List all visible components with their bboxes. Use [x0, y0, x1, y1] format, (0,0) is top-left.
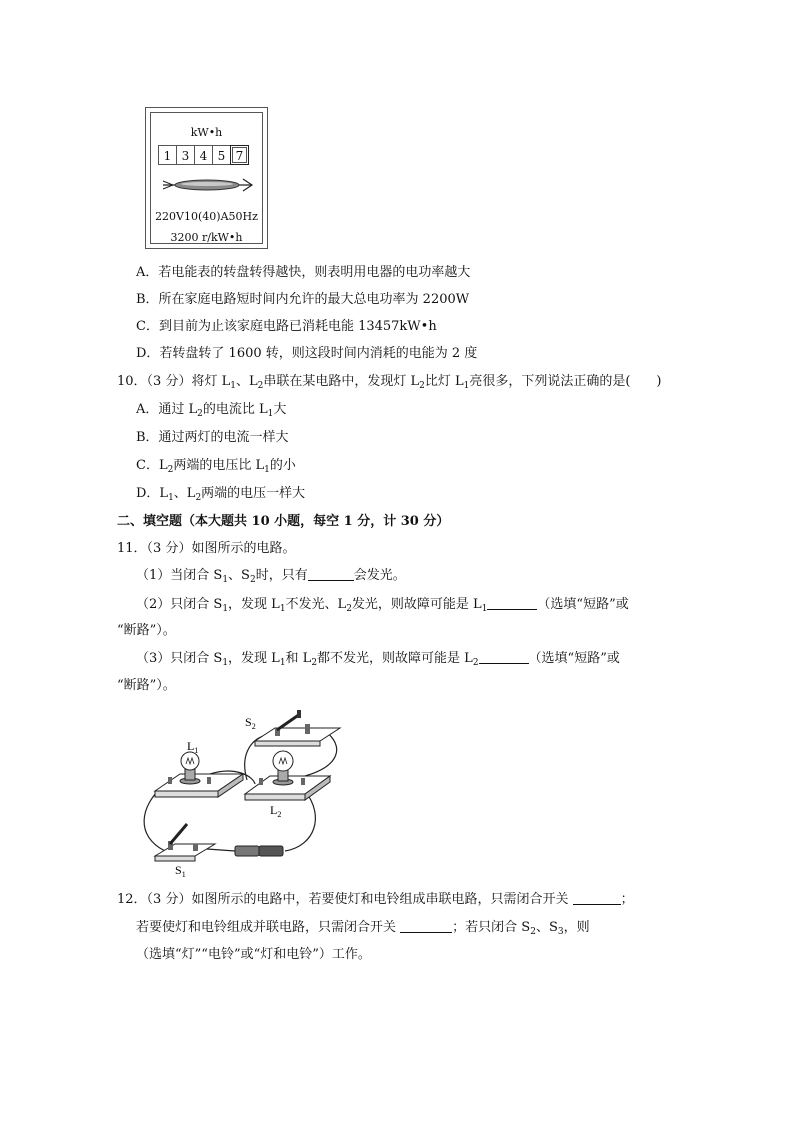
- answer-blank[interactable]: [400, 920, 452, 933]
- q11-part2-cont: “断路”）。: [117, 623, 176, 638]
- switch-s2: [255, 710, 340, 746]
- label-l2: $L_2$: [270, 803, 282, 819]
- q11-part3: （3）只闭合 $S_1$，发现 $L_1$和 $L_2$都不发光，则故障可能是 $L_2$ （选填“短路”或: [136, 651, 620, 668]
- meter-digit-decimal: 7: [230, 145, 249, 165]
- switch-s1: [155, 824, 215, 861]
- q9-option-d: D．若转盘转了 1600 转，则这段时间内消耗的电能为 2 度: [136, 346, 478, 361]
- label-s2: $S_2$: [245, 715, 256, 731]
- wire: [207, 849, 235, 851]
- meter-digit: 3: [176, 145, 195, 165]
- q11-part2: （2）只闭合 $S_1$，发现 $L_1$不发光、$L_2$发光，则故障可能是 $L_1$ （选填“短路”或: [136, 597, 629, 614]
- meter-rate: 3200 r/kW•h: [170, 231, 243, 244]
- meter-spec: 220V10(40)A50Hz: [155, 210, 258, 223]
- meter-digit: 4: [194, 145, 213, 165]
- q10-option-d: D．$L_1$、$L_2$两端的电压一样大: [136, 486, 306, 503]
- q9-option-a: A．若电能表的转盘转得越快，则表明用电器的电功率越大: [136, 265, 471, 280]
- q10-option-b: B．通过两灯的电流一样大: [136, 430, 289, 445]
- label-l1: $L_1$: [187, 739, 199, 755]
- q11-stem: 11．（3 分）如图所示的电路。: [117, 541, 296, 556]
- answer-blank[interactable]: [479, 651, 529, 664]
- lamp-l2: [245, 751, 330, 800]
- meter-digit: 5: [212, 145, 231, 165]
- q12-line2: 若要使灯和电铃组成并联电路，只需闭合开关 ；若只闭合 $S_2$、$S_3$，则: [136, 920, 590, 937]
- answer-blank[interactable]: [573, 892, 621, 905]
- q11-part3-cont: “断路”）。: [117, 678, 176, 693]
- meter-disc-icon: [161, 175, 256, 195]
- lamp-l1: [155, 752, 243, 797]
- electric-meter-figure: [145, 107, 268, 249]
- answer-blank[interactable]: [487, 597, 537, 610]
- q10-option-a: A．通过 $L_2$的电流比 $L_1$大: [136, 402, 287, 419]
- q10-option-c: C．$L_2$两端的电压比 $L_1$的小: [136, 458, 296, 475]
- label-s1: $S_1$: [175, 863, 186, 879]
- battery-icon: [235, 846, 283, 856]
- meter-panel: [150, 112, 263, 244]
- meter-digits: [159, 145, 249, 165]
- q10-stem: 10．（3 分）将灯 $L_1$、$L_2$串联在某电路中，发现灯 $L_2$比灯 $L_1$亮很多，下列说法正确的是( ): [117, 374, 662, 391]
- q11-part1: （1）当闭合 $S_1$、$S_2$时，只有 会发光。: [136, 568, 406, 585]
- q9-option-c: C．到目前为止该家庭电路已消耗电能 13457kW•h: [136, 319, 437, 334]
- circuit-figure: [135, 706, 350, 881]
- meter-unit: kW•h: [190, 126, 223, 139]
- section-title: 二、填空题（本大题共 10 小题，每空 1 分，计 30 分）: [117, 514, 450, 529]
- q12-line3: （选填“灯”“电铃”或“灯和电铃”）工作。: [136, 947, 371, 962]
- q9-option-b: B．所在家庭电路短时间内允许的最大总电功率为 2200W: [136, 292, 470, 307]
- answer-blank[interactable]: [308, 568, 354, 581]
- q12-line1: 12．（3 分）如图所示的电路中，若要使灯和电铃组成串联电路，只需闭合开关 ；: [117, 892, 634, 907]
- meter-digit: 1: [158, 145, 177, 165]
